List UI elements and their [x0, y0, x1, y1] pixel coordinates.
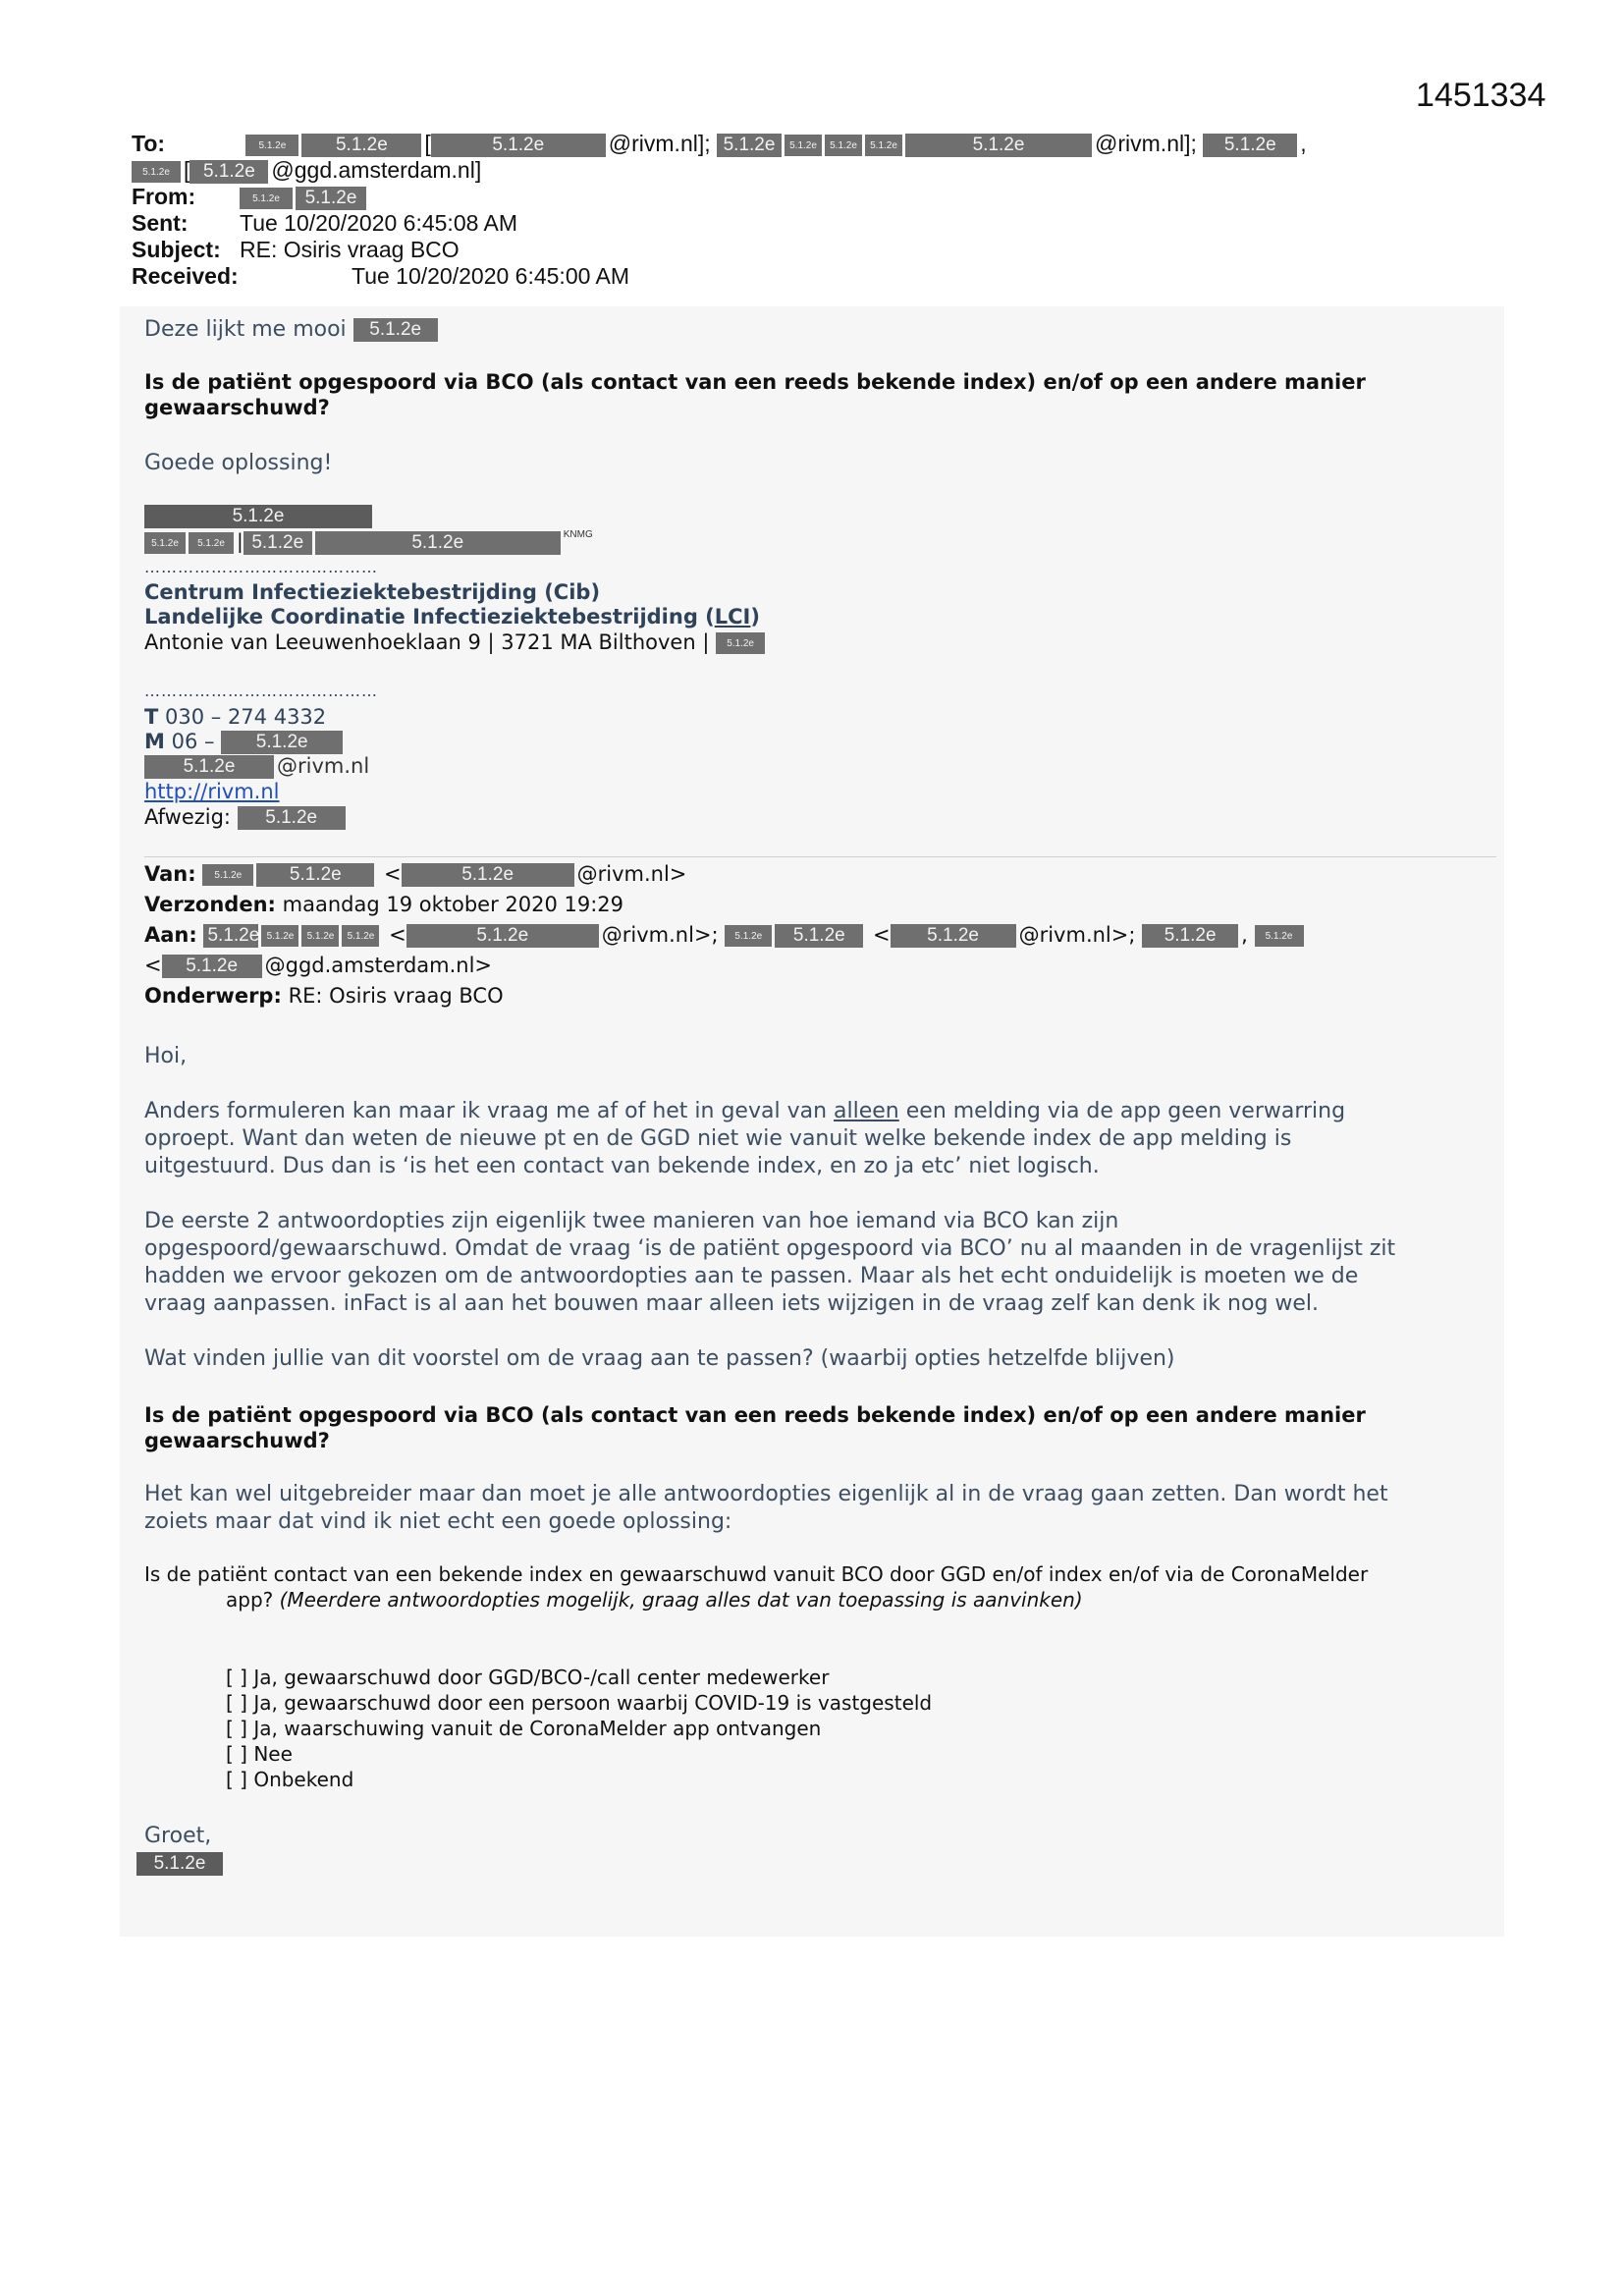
from-label: From: — [132, 184, 196, 209]
document-number: 1451334 — [1416, 77, 1546, 114]
p2-line-3: hadden we ervoor gekozen om de antwoordopties aan te passen. Maar als het echt onduidelijk is moeten we de — [144, 1264, 1359, 1288]
p3: Wat vinden jullie van dit voorstel om de vraag aan te passen? (waarbij opties hetzelfde blijven) — [144, 1346, 1175, 1371]
closing: Groet, — [144, 1824, 212, 1848]
redaction: 5.1.2e — [775, 924, 863, 948]
quoted-from-line — [144, 862, 686, 887]
redaction: 5.1.2e — [785, 135, 822, 156]
redaction: 5.1.2e — [238, 806, 346, 830]
reply-line-1 — [144, 316, 441, 344]
received-line — [132, 263, 629, 290]
p4-line-2: zoiets maar dat vind ik niet echt een goede oplossing: — [144, 1509, 732, 1534]
quoted-subject-line — [144, 984, 504, 1008]
from-line — [132, 184, 369, 210]
alt-question-text: app? — [226, 1588, 280, 1612]
redaction: 5.1.2e — [144, 505, 372, 528]
p4-line-1: Het kan wel uitgebreider maar dan moet je alle antwoordopties eigenlijk al in de vraag gaan zetten. Dan wordt het — [144, 1482, 1388, 1506]
p2-line-1: De eerste 2 antwoordopties zijn eigenlijk twee manieren van hoe iemand via BCO kan zijn — [144, 1209, 1119, 1233]
reply-line-2: Goede oplossing! — [144, 451, 333, 475]
received-label: Received: — [132, 263, 239, 289]
received-value: Tue 10/20/2020 6:45:00 AM — [352, 263, 630, 289]
subject-label: Subject: — [132, 237, 221, 262]
option-onbekend: [ ] Onbekend — [226, 1768, 354, 1791]
redaction: 5.1.2e — [189, 532, 234, 554]
p2-line-2: opgespoord/gewaarschuwd. Omdat de vraag ‘is de patiënt opgespoord via BCO’ nu al maanden in de vragenlijst zit — [144, 1236, 1396, 1261]
sent-line — [132, 210, 517, 237]
redaction: 5.1.2e — [132, 161, 181, 183]
to-label: To: — [132, 131, 166, 156]
redaction: 5.1.2e — [865, 135, 902, 156]
org-cib: Centrum Infectieziektebestrijding (Cib) — [144, 580, 601, 604]
redaction: 5.1.2e — [244, 531, 312, 555]
redaction: 5.1.2e — [825, 135, 862, 156]
subject-value: RE: Osiris vraag BCO — [240, 237, 460, 262]
question-line-2: gewaarschuwd? — [144, 1429, 330, 1452]
option-nee: [ ] Nee — [226, 1742, 293, 1766]
mobile-label: M — [144, 730, 165, 753]
to-line-2 — [132, 157, 481, 184]
address: Antonie van Leeuwenhoeklaan 9 | 3721 MA Bilthoven | — [144, 630, 710, 654]
phone-value: 030 – 274 4332 — [165, 705, 327, 729]
redaction: 5.1.2e — [256, 863, 374, 887]
redaction: 5.1.2e — [342, 925, 379, 947]
p1-line-2: oproept. Want dan weten de nieuwe pt en de GGD niet wie vanuit welke bekende index de app melding is — [144, 1126, 1292, 1151]
signature-title-line — [144, 529, 593, 555]
p1-text-end: een melding via de app geen verwarring — [898, 1099, 1346, 1123]
redaction: 5.1.2e — [301, 134, 421, 157]
redaction: 5.1.2e — [301, 925, 339, 947]
separator: | — [237, 529, 244, 553]
email-line — [144, 754, 369, 779]
alt-question-hint: (Meerdere antwoordopties mogelijk, graag alles dat van toepassing is aanvinken) — [279, 1588, 1083, 1612]
van-label: Van: — [144, 862, 196, 886]
lt: < — [389, 923, 406, 947]
mobile-line — [144, 730, 346, 754]
quoted-separator — [144, 856, 1496, 857]
redaction: 5.1.2e — [725, 925, 772, 947]
greeting: Hoi, — [144, 1044, 188, 1068]
reply-question-line-1: Is de patiënt opgespoord via BCO (als contact van een reeds bekende index) en/of op een andere manier — [144, 370, 1366, 394]
redaction: 5.1.2e — [406, 924, 599, 948]
subject-line — [132, 237, 460, 263]
website-line[interactable] — [144, 780, 280, 803]
sent-value: Tue 10/20/2020 6:45:08 AM — [240, 210, 518, 236]
aan-rivm-1: @rivm.nl>; — [601, 923, 719, 947]
option-persoon: [ ] Ja, gewaarschuwd door een persoon waarbij COVID-19 is vastgesteld — [226, 1691, 933, 1715]
to-ggd-domain: @ggd.amsterdam.nl] — [271, 157, 482, 183]
reply-question-line-2: gewaarschuwd? — [144, 396, 330, 419]
org-lci-abbr: LCI — [714, 605, 751, 629]
redaction: 5.1.2e — [431, 134, 606, 157]
lt: < — [872, 923, 891, 947]
onderwerp-label: Onderwerp: — [144, 984, 282, 1008]
signature-name-redaction — [144, 505, 375, 528]
signature-divider-2: …………………………………… — [144, 682, 378, 700]
p1-emphasis: alleen — [834, 1099, 899, 1123]
redaction: 5.1.2e — [245, 135, 298, 156]
phone-line — [144, 705, 326, 729]
alt-question-line-1: Is de patiënt contact van een bekende index en gewaarschuwd vanuit BCO door GGD en/of index en/of via de CoronaMelder — [144, 1562, 1369, 1586]
org-lci-close: ) — [750, 605, 760, 629]
verzonden-label: Verzonden: — [144, 893, 276, 916]
verzonden-value: maandag 19 oktober 2020 19:29 — [282, 893, 624, 916]
p2-line-4: vraag aanpassen. inFact is al aan het bouwen maar alleen iets wijzigen in de vraag zelf kan denk ik nog wel. — [144, 1291, 1320, 1316]
closing-name-redaction — [136, 1852, 226, 1876]
aan-rivm-2: @rivm.nl>; — [1018, 923, 1136, 947]
redaction: 5.1.2e — [1142, 924, 1238, 948]
redaction: 5.1.2e — [240, 188, 293, 209]
lt: < — [384, 862, 402, 886]
redaction: 5.1.2e — [136, 1852, 223, 1876]
redaction: 5.1.2e — [162, 955, 262, 978]
aan-ggd: @ggd.amsterdam.nl> — [264, 954, 493, 977]
redaction: 5.1.2e — [402, 863, 574, 887]
redaction: 5.1.2e — [891, 924, 1016, 948]
p1-line-3: uitgestuurd. Dus dan is ‘is het een contact van bekende index, en zo ja etc’ niet logisch. — [144, 1154, 1100, 1178]
redaction: 5.1.2e — [1203, 134, 1297, 157]
redaction: 5.1.2e — [144, 755, 274, 779]
option-coronamelder: [ ] Ja, waarschuwing vanuit de CoronaMelder app ontvangen — [226, 1717, 822, 1740]
signature-divider: …………………………………… — [144, 558, 378, 576]
quoted-to-line — [144, 923, 1307, 948]
org-lci-text: Landelijke Coordinatie Infectieziektebestrijding ( — [144, 605, 715, 629]
redaction: 5.1.2e — [202, 864, 253, 886]
aan-label: Aan: — [144, 923, 197, 947]
van-domain: @rivm.nl> — [576, 862, 687, 886]
redaction: 5.1.2e — [716, 632, 765, 654]
option-ggd: [ ] Ja, gewaarschuwd door GGD/BCO-/call center medewerker — [226, 1666, 830, 1689]
mobile-value: 06 – — [171, 730, 215, 753]
website-link[interactable]: http://rivm.nl — [144, 780, 280, 803]
quoted-sent-line — [144, 893, 623, 916]
question-line-1: Is de patiënt opgespoord via BCO (als contact van een reeds bekende index) en/of op een andere manier — [144, 1403, 1366, 1427]
to-line-1 — [132, 131, 1307, 157]
redaction: 5.1.2e — [221, 731, 343, 754]
redaction: 5.1.2e — [296, 187, 366, 210]
reply-text: Deze lijkt me mooi — [144, 317, 347, 342]
afwezig-label: Afwezig: — [144, 805, 231, 829]
knmg-label: KNMG — [563, 529, 593, 540]
to-rivm-domain-2: @rivm.nl]; — [1095, 131, 1197, 156]
redaction: 5.1.2e — [261, 925, 298, 947]
onderwerp-value: RE: Osiris vraag BCO — [288, 984, 504, 1008]
comma: , — [1241, 923, 1248, 947]
address-line — [144, 630, 768, 654]
redaction: 5.1.2e — [189, 160, 268, 184]
to-rivm-domain: @rivm.nl]; — [608, 131, 711, 156]
redaction: 5.1.2e — [144, 532, 186, 554]
quoted-to-line-2 — [144, 954, 492, 978]
org-lci — [144, 605, 760, 629]
comma: , — [1300, 131, 1307, 156]
sent-label: Sent: — [132, 210, 189, 236]
alt-question-line-2 — [226, 1587, 1083, 1613]
redaction: 5.1.2e — [203, 924, 258, 948]
lt: < — [144, 954, 162, 977]
email-domain: @rivm.nl — [277, 754, 370, 778]
redaction: 5.1.2e — [353, 318, 438, 342]
redaction: 5.1.2e — [315, 531, 561, 555]
redaction: 5.1.2e — [905, 134, 1092, 157]
phone-label: T — [144, 705, 159, 729]
p1-text: Anders formuleren kan maar ik vraag me af of het in geval van — [144, 1099, 835, 1123]
bracket: [ — [424, 131, 431, 156]
p1-line-1 — [144, 1098, 1345, 1125]
redaction: 5.1.2e — [1255, 925, 1304, 947]
redaction: 5.1.2e — [717, 134, 782, 157]
bracket: [ — [184, 157, 190, 183]
afwezig-line — [144, 805, 349, 830]
